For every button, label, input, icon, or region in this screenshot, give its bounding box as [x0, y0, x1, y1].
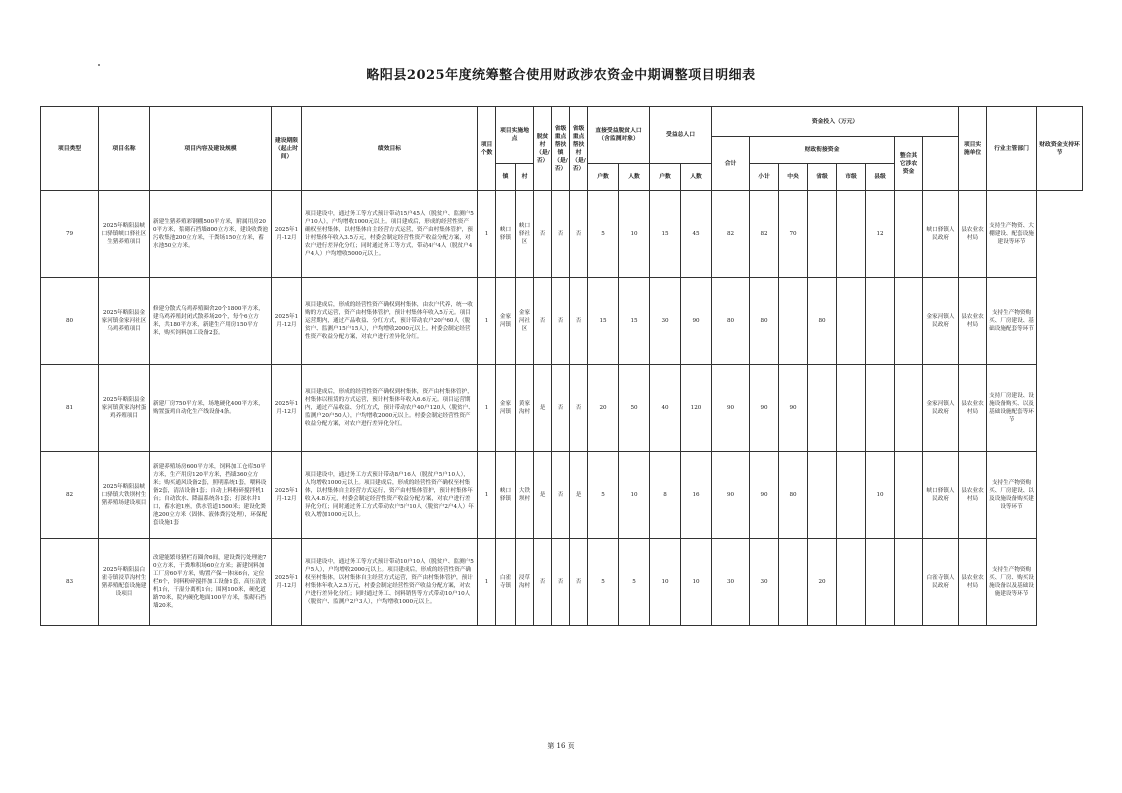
cell-unit: 金家河镇人民政府: [923, 365, 959, 452]
cell-dept: 县农业农村局: [959, 539, 987, 626]
header-subtotal: 小计: [750, 164, 779, 191]
cell-county: [866, 365, 895, 452]
cell-total: 30: [712, 539, 750, 626]
header-city: 市级: [837, 164, 866, 191]
header-key-town: 省级重点帮扶镇（是/否）: [552, 107, 570, 191]
cell-city: [837, 191, 866, 278]
cell-total-people: 45: [681, 191, 712, 278]
header-dept: 行业主管部门: [987, 107, 1037, 191]
header-content: 项目内容及建设规模: [150, 107, 272, 191]
table-row: [41, 365, 1083, 452]
cell-period: 2025年1月-12月: [272, 539, 302, 626]
cell-period: 2025年1月-12月: [272, 365, 302, 452]
cell-content: 改建能繁母猪栏育圈舍6间，建设粪污处理池70立方米，干粪堆积场60立方米；新建饲料加工厂房60平方米，购置产保一体床6台，定位栏6个，饲料粉碎搅拌加工设备1套，高压清洗机1台，干湿分离机1台；围网100米，硬化道路70米，院内硬化地面100平方米，浆砌石挡墙20米。: [150, 539, 272, 626]
cell-poor-village: 否: [534, 278, 552, 365]
cell-total-people: 10: [681, 539, 712, 626]
header-key-village: 省级重点帮扶村（是/否）: [570, 107, 588, 191]
cell-unit: 峡口驿镇人民政府: [923, 191, 959, 278]
cell-key-village: 否: [570, 191, 588, 278]
cell-key-town: 否: [552, 278, 570, 365]
cell-direct-people: 5: [619, 539, 650, 626]
header-village: 村: [516, 164, 534, 191]
cell-direct-people: 10: [619, 191, 650, 278]
cell-direct-people: 10: [619, 452, 650, 539]
cell-count: 1: [478, 278, 496, 365]
header-count: 项目个数: [478, 107, 496, 191]
cell-count: 1: [478, 539, 496, 626]
cell-provincial: [808, 452, 837, 539]
cell-village: 浸草沟村: [516, 539, 534, 626]
cell-type: 79: [41, 191, 99, 278]
cell-content: 修建分散式乌鸡养殖圈舍20个1800平方米，建乌鸡养殖封闭式散养场20个，每个6立方米，共180平方米，新建生产用房150平方米，购买饲料加工设备2套。: [150, 278, 272, 365]
header-investment: 资金投入（万元）: [712, 107, 959, 137]
cell-total: 80: [712, 278, 750, 365]
cell-perf: 项目建设中，通过务工等方式预计带动15户45人（脱贫户、监测户5户10人），户均增收1000元以上。项目建成后，形成的经营性资产确权至村集体，以村集体自主经营方式运营，资产由村集体管护，预计村集体年收入3.5万元，村委会制定经营性资产收益分配方案，对农户进行差异化分红；同时通过务工等方式，带动4户4人（脱贫户4户4人）户均增收5000元以上。: [302, 191, 478, 278]
cell-city: [837, 365, 866, 452]
header-perf: 绩效目标: [302, 107, 478, 191]
cell-direct-households: 5: [588, 191, 619, 278]
cell-total-people: 90: [681, 278, 712, 365]
cell-unit: 金家河镇人民政府: [923, 278, 959, 365]
cell-village: 大铁坝村: [516, 452, 534, 539]
cell-village: 峡口驿社区: [516, 191, 534, 278]
cell-count: 1: [478, 452, 496, 539]
cell-city: [837, 539, 866, 626]
cell-central: [779, 539, 808, 626]
cell-provincial: 20: [808, 539, 837, 626]
cell-village: 黄家沟村: [516, 365, 534, 452]
cell-poor-village: 是: [534, 365, 552, 452]
cell-name: 2025年略阳县峡口驿镇峡口驿社区生猪养殖项目: [99, 191, 150, 278]
cell-name: 2025年略阳县金家河镇金家河社区乌鸡养殖项目: [99, 278, 150, 365]
cell-total-people: 120: [681, 365, 712, 452]
cell-county: [866, 539, 895, 626]
cell-support: 支持厂房建设、设施设备购买、以及基础设施配套等环节: [987, 365, 1037, 452]
table-row: [41, 278, 1083, 365]
cell-provincial: [808, 365, 837, 452]
cell-unit: 峡口驿镇人民政府: [923, 452, 959, 539]
cell-central: 90: [779, 365, 808, 452]
cell-city: [837, 452, 866, 539]
cell-poor-village: 否: [534, 191, 552, 278]
cell-type: 81: [41, 365, 99, 452]
cell-subtotal: 90: [750, 452, 779, 539]
cell-type: 82: [41, 452, 99, 539]
cell-total-households: 40: [650, 365, 681, 452]
cell-name: 2025年略阳县金家河镇黄家沟村蛋鸡养殖项目: [99, 365, 150, 452]
cell-dept: 县农业农村局: [959, 278, 987, 365]
cell-perf: 项目建成后，形成的经营性资产确权到村集体，由农户代养，统一收购的方式运营，资产由村集体管护，预计村集体年收入5万元。项目运营期内，通过产品收益、分红方式，预计带动农户20户60人（脱贫户、监测户15户15人），户均增收2000元以上。村委会制定经营性资产收益分配方案，对农户进行差异化分红。: [302, 278, 478, 365]
cell-total-households: 10: [650, 539, 681, 626]
cell-count: 1: [478, 191, 496, 278]
cell-total-households: 8: [650, 452, 681, 539]
cell-direct-people: 50: [619, 365, 650, 452]
cell-key-village: 否: [570, 365, 588, 452]
cell-town: 白雀寺镇: [496, 539, 516, 626]
cell-county: 12: [866, 191, 895, 278]
header-other: 整合其它涉农资金: [895, 137, 923, 191]
cell-direct-people: 15: [619, 278, 650, 365]
cell-total-households: 30: [650, 278, 681, 365]
cell-perf: 项目建设中，通过务工等方式预计带动10户10人（脱贫户、监测户5户5人），户均增收2000元以上。项目建成后，形成的经营性资产确权至村集体，以村集体自主经营方式运营，资产由村集体管护，预计村集体年收入2.5万元，村委会制定经营性资产收益分配方案，对农户进行差异化分红；同时通过务工、饲料销售等方式带动10户10人（脱贫户、监测户2户3人），户均增收1000元以上。: [302, 539, 478, 626]
cell-dept: 县农业农村局: [959, 452, 987, 539]
cell-village: 金家河社区: [516, 278, 534, 365]
cell-town: 峡口驿镇: [496, 452, 516, 539]
header-direct-people: 人数: [619, 164, 650, 191]
header-fiscal: 财政衔接资金: [750, 137, 895, 164]
cell-key-town: 否: [552, 365, 570, 452]
cell-support: 支持生产物资购买、厂房建设、以及设施设备购买建设等环节: [987, 452, 1037, 539]
header-direct-benefit: 直接受益脱贫人口（含监测对象）: [588, 107, 650, 164]
cell-town: 金家河镇: [496, 278, 516, 365]
cell-key-village: 是: [570, 452, 588, 539]
header-location: 项目实施地点: [496, 107, 534, 164]
cell-poor-village: 否: [534, 539, 552, 626]
header-total-households: 户数: [650, 164, 681, 191]
cell-support: 支持生产物资、大棚建设、配套设施建设等环节: [987, 191, 1037, 278]
cell-direct-households: 5: [588, 452, 619, 539]
cell-perf: 项目建设中，通过务工方式预计带动8户16人（脱贫户5户10人），人均增收1000元以上。项目建成后，形成的经营性资产确权至村集体，以村集体自主经营方式运行，资产由村集体管护，预计村集体年收入4.8万元，村委会制定经营性资产收益分配方案，对农户进行差异化分红；同时通过务工方式带动农户5户10人（脱贫户2户4人）年收入增加1000元以上。: [302, 452, 478, 539]
cell-subtotal: 30: [750, 539, 779, 626]
cell-city: [837, 278, 866, 365]
cell-name: 2025年略阳县峡口驿镇大铁坝村生猪养殖场建设项目: [99, 452, 150, 539]
header-period: 建设期限（起止时间）: [272, 107, 302, 191]
cell-content: 新建生猪养殖彩钢棚500平方米，附属用房200平方米，浆砌石挡墙800立方米，建设收粪池污收集池200立方米，干粪场150立方米，蓄水池50立方米。: [150, 191, 272, 278]
cell-key-village: 否: [570, 278, 588, 365]
cell-type: 80: [41, 278, 99, 365]
header-type: 项目类型: [41, 107, 99, 191]
cell-period: 2025年1月-12月: [272, 278, 302, 365]
cell-total-people: 16: [681, 452, 712, 539]
cell-dept: 县农业农村局: [959, 191, 987, 278]
cell-period: 2025年1月-12月: [272, 452, 302, 539]
table-row: [41, 191, 1083, 278]
cell-content: 新建厂房750平方米，场地硬化400平方米，购置蛋鸡自动化生产线设备4条。: [150, 365, 272, 452]
header-name: 项目名称: [99, 107, 150, 191]
table-row: [41, 539, 1083, 626]
project-table: [40, 106, 1083, 626]
cell-county: 10: [866, 452, 895, 539]
header-support: 财政资金支持环节: [1037, 107, 1083, 191]
cell-subtotal: 80: [750, 278, 779, 365]
page-number: 第 16 页: [547, 742, 575, 750]
cell-count: 1: [478, 365, 496, 452]
header-unit: 项目实施单位: [959, 107, 987, 191]
cell-total-households: 15: [650, 191, 681, 278]
header-central: 中央: [779, 164, 808, 191]
cell-central: 80: [779, 452, 808, 539]
cell-total: 90: [712, 452, 750, 539]
cell-direct-households: 15: [588, 278, 619, 365]
cell-poor-village: 是: [534, 452, 552, 539]
cell-central: [779, 278, 808, 365]
cell-unit: 白雀寺镇人民政府: [923, 539, 959, 626]
cell-total: 90: [712, 365, 750, 452]
cell-key-town: 否: [552, 452, 570, 539]
cell-support: 支持生产物资购买、厂房建设、基础设施配套等环节: [987, 278, 1037, 365]
header-direct-households: 户数: [588, 164, 619, 191]
cell-direct-households: 20: [588, 365, 619, 452]
cell-support: 支持生产物资购买、厂房、购买设施设备以及基础设施建设等环节: [987, 539, 1037, 626]
cell-other: [895, 191, 923, 278]
cell-provincial: 80: [808, 278, 837, 365]
cell-name: 2025年略阳县白雀寺镇浸草沟村生猪养殖配套设施建设项目: [99, 539, 150, 626]
cell-other: [895, 539, 923, 626]
header-county: 县级: [866, 164, 895, 191]
header-row-1: [41, 107, 1083, 137]
page-title: 略阳县2025年度统筹整合使用财政涉农资金中期调整项目明细表: [366, 68, 756, 83]
cell-period: 2025年1月-12月: [272, 191, 302, 278]
cell-direct-households: 5: [588, 539, 619, 626]
cell-central: 70: [779, 191, 808, 278]
cell-key-town: 否: [552, 191, 570, 278]
table-row: [41, 452, 1083, 539]
header-total-benefit: 受益总人口: [650, 107, 712, 164]
header-total-people: 人数: [681, 164, 712, 191]
cell-dept: 县农业农村局: [959, 365, 987, 452]
cell-subtotal: 90: [750, 365, 779, 452]
cell-perf: 项目建成后，形成的经营性资产确权到村集体，资产由村集体管护，村集体以租赁的方式运营，预计村集体年收入6.6万元。项目运营期内，通过产品收益、分红方式，预计带动农户40户120人（脱贫户、监测户20户50人），户均增收2000元以上。村委会制定经营性资产收益分配方案，对农户进行差异化分红。: [302, 365, 478, 452]
cell-provincial: [808, 191, 837, 278]
cell-other: [895, 365, 923, 452]
cell-other: [895, 452, 923, 539]
cell-type: 83: [41, 539, 99, 626]
cell-key-village: 否: [570, 539, 588, 626]
header-provincial: 省级: [808, 164, 837, 191]
header-total: 合计: [712, 137, 750, 191]
cell-county: [866, 278, 895, 365]
cell-subtotal: 82: [750, 191, 779, 278]
header-town: 镇: [496, 164, 516, 191]
header-poor-village: 脱贫村（是/否）: [534, 107, 552, 191]
cell-other: [895, 278, 923, 365]
cell-key-town: 否: [552, 539, 570, 626]
cell-town: 金家河镇: [496, 365, 516, 452]
cell-town: 峡口驿镇: [496, 191, 516, 278]
cell-content: 新建养殖场房600平方米，饲料加工仓库50平方米，生产用房120平方米，挡墙360立方米；购买通风设备2套，照明系统1套，喂料设备2套，清洁设备1套；自动上料粉碎搅拌机1台；自动饮水、降温系统各1套；打深水井1口，蓄水池1座，供水管道1500米；建设化粪池200立方米（固体、液体粪污处理），环保配套设施1套: [150, 452, 272, 539]
cell-total: 82: [712, 191, 750, 278]
